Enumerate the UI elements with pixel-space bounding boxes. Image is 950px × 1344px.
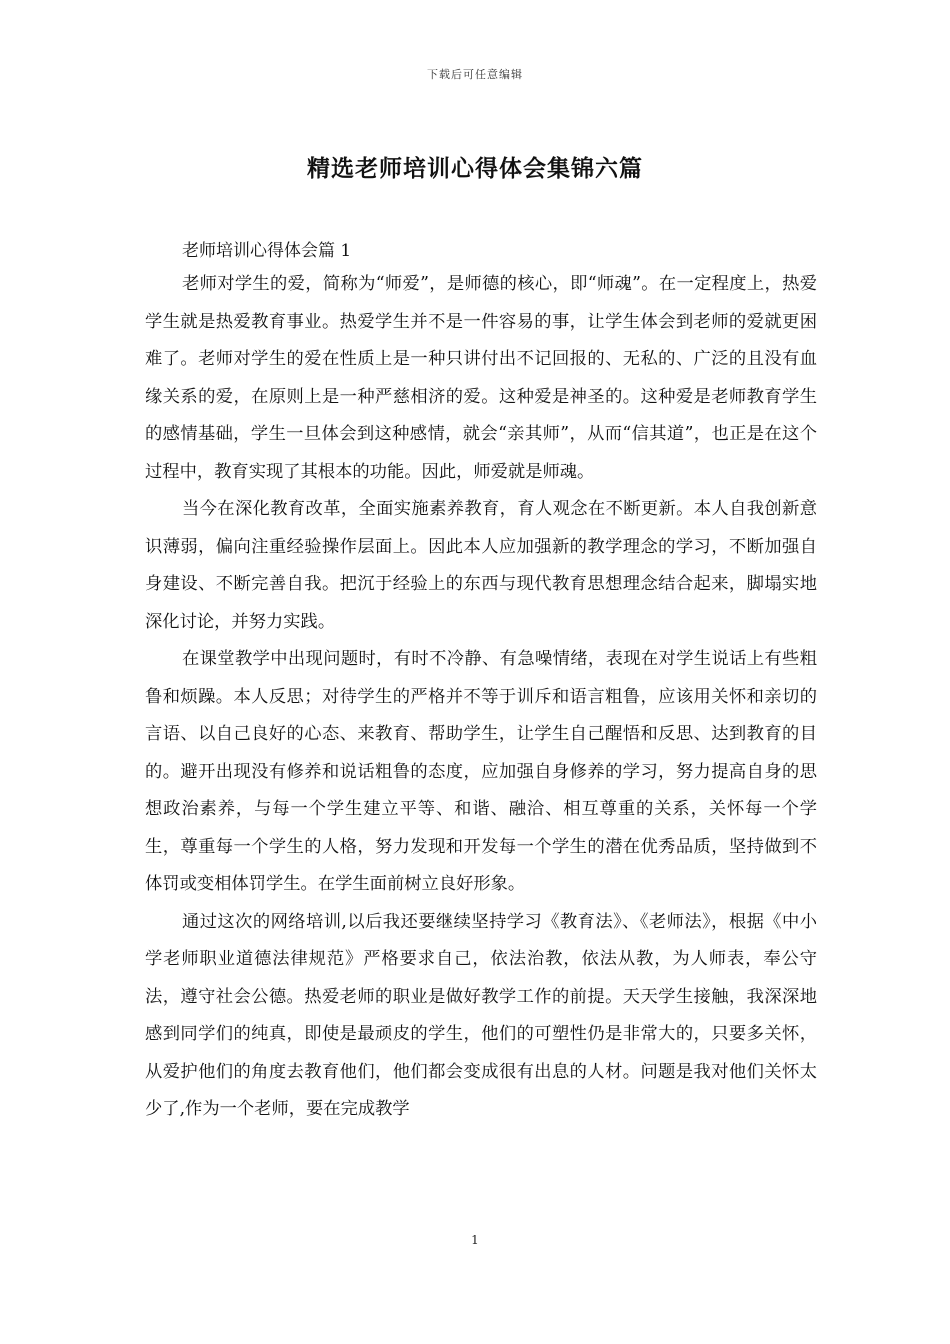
page-number: 1 bbox=[471, 1233, 479, 1247]
section-heading: 老师培训心得体会篇 1 bbox=[182, 241, 352, 261]
paragraph-2: 当今在深化教育改革，全面实施素养教育，育人观念在不断更新。本人自我创新意识薄弱，偏向注重经验操作层面上。因此本人应加强新的教学理念的学习，不断加强自身建设、不断完善自我。把沉于经验上的东西与现代教育思想理念结合起来，脚塌实地深化讨论，并努力实践。 bbox=[145, 499, 817, 632]
document-body bbox=[145, 236, 817, 1129]
paragraph-4: 通过这次的网络培训,以后我还要继续坚持学习《教育法》、《老师法》，根据《中小学老师职业道德法律规范》严格要求自己，依法治教，依法从教，为人师表，奉公守法，遵守社会公德。热爱老师的职业是做好教学工作的前提。天天学生接触，我深深地感到同学们的纯真，即使是最顽皮的学生，他们的可塑性仍是非常大的，只要多关怀，从爱护他们的角度去教育他们，他们都会变成很有出息的人材。问题是我对他们关怀太少了,作为一个老师，要在完成教学 bbox=[145, 911, 817, 1119]
paragraph-3: 在课堂教学中出现问题时，有时不冷静、有急噪情绪，表现在对学生说话上有些粗鲁和烦躁。本人反思；对待学生的严格并不等于训斥和语言粗鲁，应该用关怀和亲切的言语、以自己良好的心态、来教育、帮助学生，让学生自己醒悟和反思、达到教育的目的。避开出现没有修养和说话粗鲁的态度，应加强自身修养的学习，努力提高自身的思想政治素养，与每一个学生建立平等、和谐、融洽、相互尊重的关系，关怀每一个学生，尊重每一个学生的人格，努力发现和开发每一个学生的潜在优秀品质，坚持做到不体罚或变相体罚学生。在学生面前树立良好形象。 bbox=[145, 649, 817, 894]
page-header-note: 下载后可任意编辑 bbox=[427, 68, 523, 81]
paragraph-1: 老师对学生的爱，简称为“师爱”，是师德的核心，即“师魂”。在一定程度上，热爱学生就是热爱教育事业。热爱学生并不是一件容易的事，让学生体会到老师的爱就更困难了。老师对学生的爱在性质上是一种只讲付出不记回报的、无私的、广泛的且没有血缘关系的爱，在原则上是一种严慈相济的爱。这种爱是神圣的。这种爱是老师教育学生的感情基础，学生一旦体会到这种感情，就会“亲其师”，从而“信其道”，也正是在这个过程中，教育实现了其根本的功能。因此，师爱就是师魂。 bbox=[145, 274, 817, 482]
document-title: 精选老师培训心得体会集锦六篇 bbox=[307, 155, 643, 182]
